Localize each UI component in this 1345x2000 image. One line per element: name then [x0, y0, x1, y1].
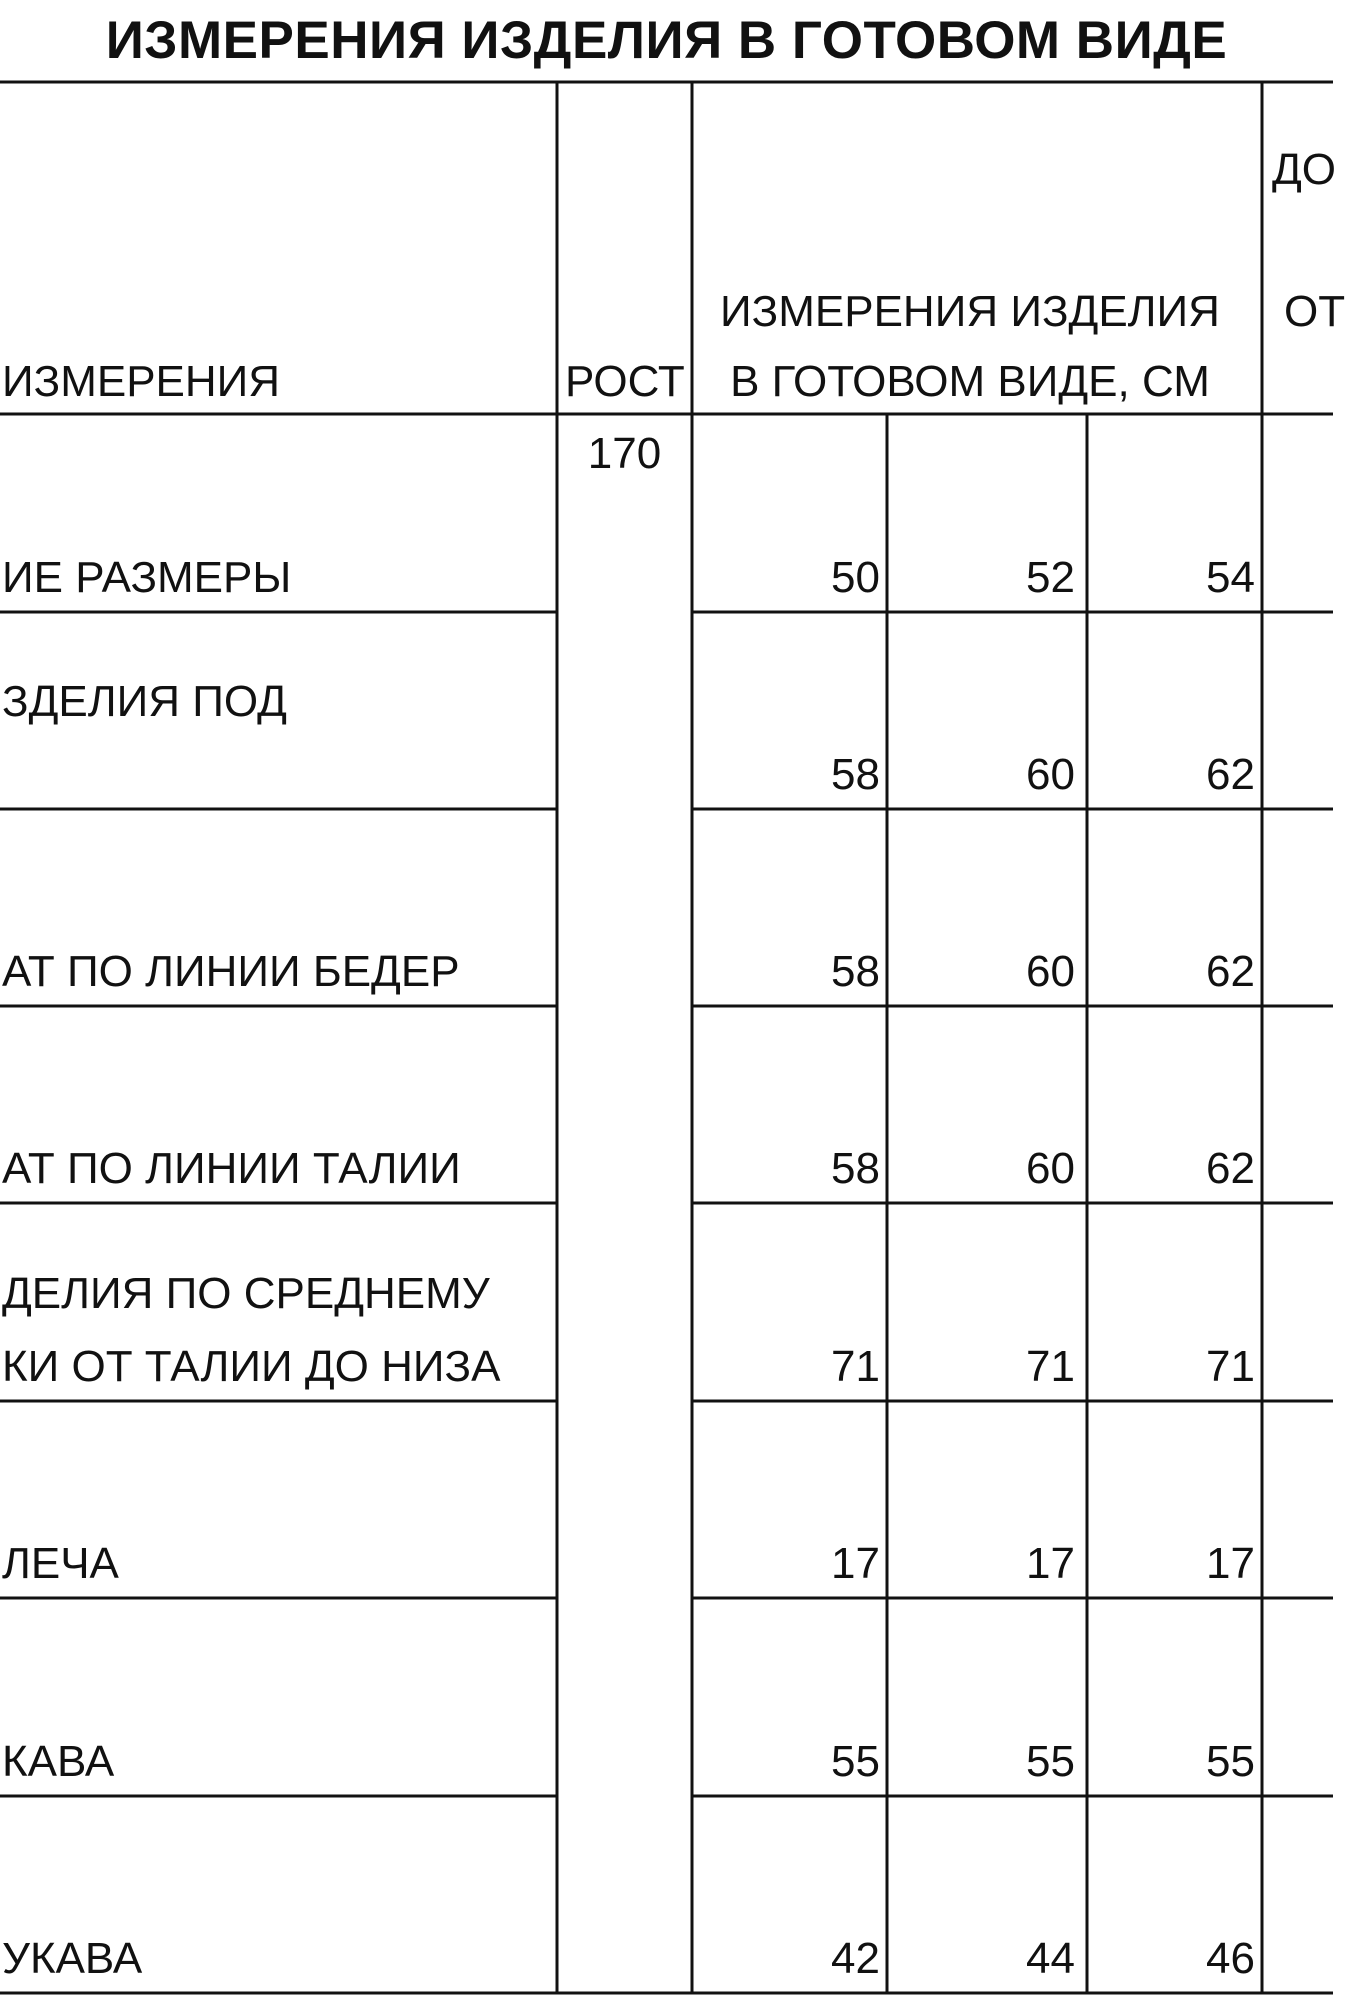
rost-column-header: РОСТ	[565, 357, 685, 406]
row-label-line2: КИ ОТ ТАЛИИ ДО НИЗА	[2, 1342, 501, 1391]
value-size-2: 71	[1026, 1342, 1075, 1391]
cut-column-header-line1: ДО	[1272, 145, 1337, 194]
page-title: ИЗМЕРЕНИЯ ИЗДЕЛИЯ В ГОТОВОМ ВИДЕ	[105, 11, 1228, 70]
value-size-2: 52	[1026, 553, 1075, 602]
value-size-1: 71	[831, 1342, 880, 1391]
value-size-1: 50	[831, 553, 880, 602]
value-size-2: 60	[1026, 750, 1075, 799]
values-header-line1: ИЗМЕРЕНИЯ ИЗДЕЛИЯ	[720, 287, 1220, 336]
row-label-line2: АТ ПО ЛИНИИ ТАЛИИ	[2, 1144, 461, 1193]
value-size-3: 17	[1206, 1539, 1255, 1588]
measure-column-header: ИЗМЕРЕНИЯ	[2, 357, 281, 406]
value-size-3: 46	[1206, 1934, 1255, 1983]
row-label-line1: ЗДЕЛИЯ ПОД	[2, 677, 287, 726]
value-size-1: 58	[831, 750, 880, 799]
value-size-2: 44	[1026, 1934, 1075, 1983]
row-label-line2: АТ ПО ЛИНИИ БЕДЕР	[2, 947, 460, 996]
row-label-line2: КАВА	[2, 1737, 115, 1786]
value-size-3: 55	[1206, 1737, 1255, 1786]
values-header-line2: В ГОТОВОМ ВИДЕ, СМ	[730, 357, 1210, 406]
row-label-line2: ИЕ РАЗМЕРЫ	[2, 553, 292, 602]
value-size-1: 58	[831, 947, 880, 996]
row-label-line2: УКАВА	[2, 1934, 143, 1983]
value-size-1: 58	[831, 1144, 880, 1193]
value-size-3: 62	[1206, 1144, 1255, 1193]
rost-value: 170	[587, 429, 662, 478]
value-size-3: 62	[1206, 947, 1255, 996]
row-label-line1: ДЕЛИЯ ПО СРЕДНЕМУ	[2, 1269, 490, 1318]
value-size-3: 54	[1206, 553, 1255, 602]
row-label-line2: ЛЕЧА	[2, 1539, 119, 1588]
value-size-2: 60	[1026, 1144, 1075, 1193]
cut-column-header-line2: ОТ	[1284, 287, 1345, 336]
value-size-1: 55	[831, 1737, 880, 1786]
value-size-2: 60	[1026, 947, 1075, 996]
value-size-2: 55	[1026, 1737, 1075, 1786]
value-size-2: 17	[1026, 1539, 1075, 1588]
value-size-1: 42	[831, 1934, 880, 1983]
value-size-3: 71	[1206, 1342, 1255, 1391]
value-size-3: 62	[1206, 750, 1255, 799]
value-size-1: 17	[831, 1539, 880, 1588]
